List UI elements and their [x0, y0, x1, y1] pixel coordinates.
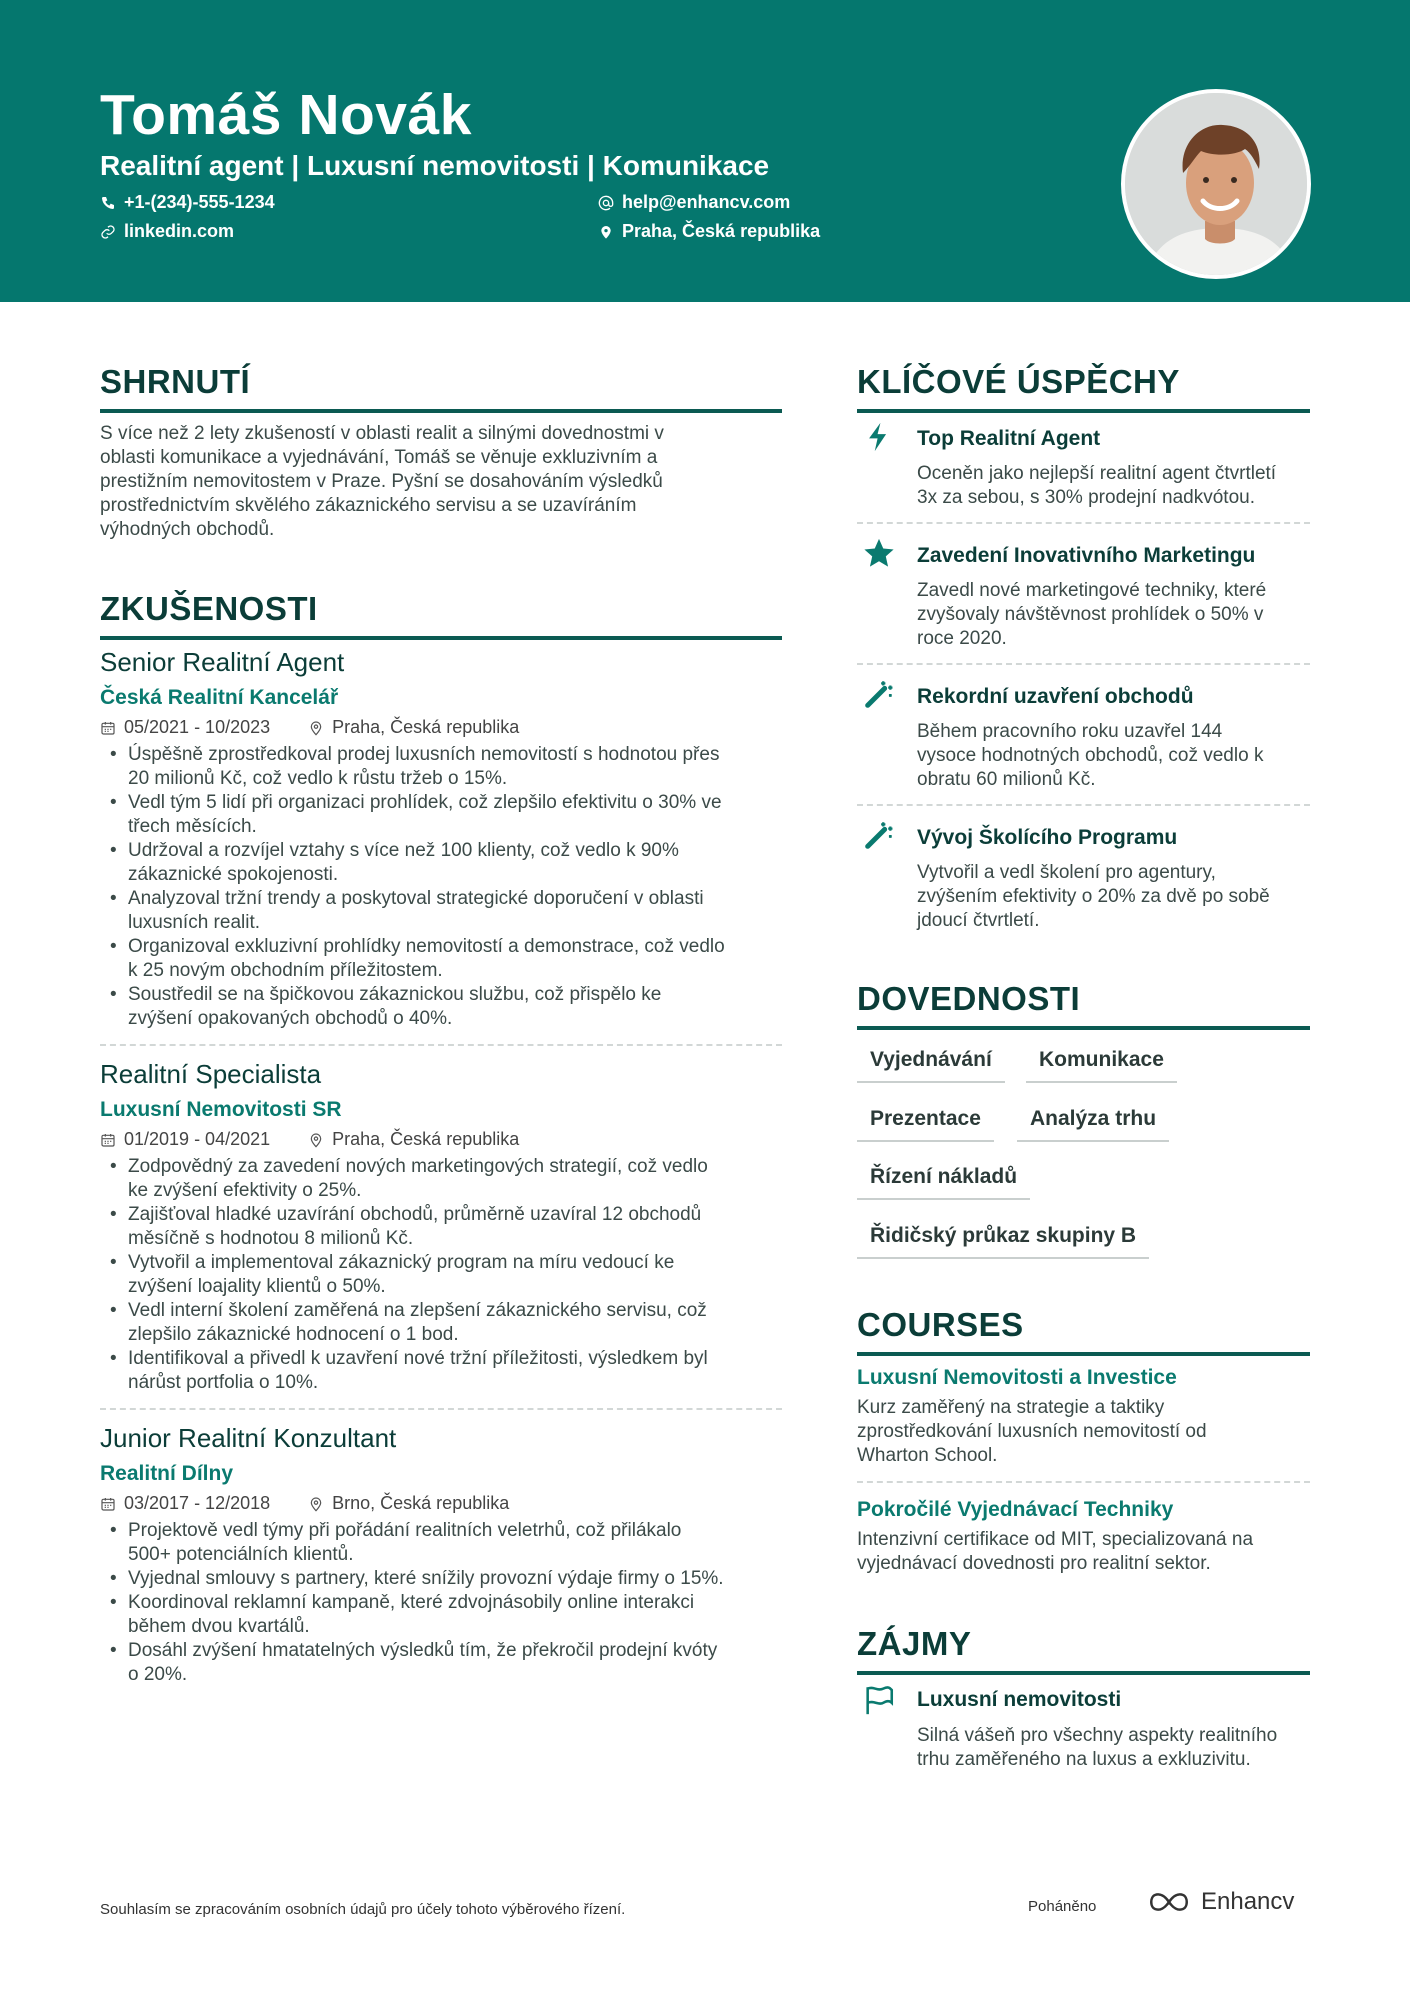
achievement-desc: Oceněn jako nejlepší realitní agent čtvrtletí 3x za sebou, s 30% prodejní nadkvótou. [917, 463, 1277, 508]
link-icon [100, 224, 116, 240]
summary-line: oblasti komunikace a vyjednávání, Tomáš se věnuje exkluzivním a [100, 447, 658, 468]
calendar-icon [100, 720, 116, 736]
job-title: Senior Realitní Agent [100, 647, 345, 677]
job-dates: 03/2017 - 12/2018 [124, 1493, 271, 1513]
divider [100, 1044, 782, 1046]
list-item: • Vyjednal smlouvy s partnery, které snížily provozní výdaje firmy o 15%. [100, 1567, 782, 1591]
list-item: • Organizoval exkluzivní prohlídky nemovitostí a demonstrace, což vedlo k 25 novým obchodním příležitostem. [100, 935, 782, 983]
magic-wand-icon [862, 677, 896, 711]
divider [857, 1481, 1310, 1483]
candidate-headline: Realitní agent | Luxusní nemovitosti | Komunikace [100, 150, 770, 181]
calendar-icon [100, 1496, 116, 1512]
skill-tag: Prezentace [857, 1107, 994, 1142]
job-company: Luxusní Nemovitosti SR [100, 1098, 342, 1121]
job-company: Realitní Dílny [100, 1462, 234, 1485]
contact-linkedin[interactable] [100, 221, 234, 242]
location-pin-icon [308, 1132, 324, 1148]
achievements-heading: KLÍČOVÉ ÚSPĚCHY [857, 363, 1310, 413]
summary-line: prostřednictvím skvělého zákaznického servisu a se uzavíráním [100, 495, 637, 516]
interest-desc: Silná vášeň pro všechny aspekty realitního trhu zaměřeného na luxus a exkluzivitu. [917, 1725, 1278, 1770]
achievement-title: Vývoj Školícího Programu [917, 826, 1178, 849]
contact-email-text: help@enhancv.com [622, 192, 791, 212]
phone-icon [100, 195, 116, 211]
list-item: • Zodpovědný za zavedení nových marketingových strategií, což vedlo ke zvýšení efektivity o 25%. [100, 1155, 782, 1203]
location-pin-icon [308, 720, 324, 736]
list-item: • Vedl tým 5 lidí při organizaci prohlídek, což zlepšilo efektivitu o 30% ve třech měsících. [100, 791, 782, 839]
summary-line: prestižním nemovitostem v Praze. Pyšní se dosahováním výsledků [100, 471, 663, 492]
resume-header [0, 0, 1410, 302]
job-location: Brno, Česká republika [332, 1493, 510, 1513]
candidate-name: Tomáš Novák [100, 83, 472, 147]
job-location: Praha, Česká republika [332, 717, 520, 737]
course-title: Luxusní Nemovitosti a Investice [857, 1366, 1177, 1389]
achievement-desc: Zavedl nové marketingové techniky, které zvyšovaly návštěvnost prohlídek o 50% v roce 2020. [917, 580, 1267, 649]
achievement-title: Zavedení Inovativního Marketingu [917, 544, 1256, 567]
skill-tag: Řízení nákladů [857, 1165, 1030, 1200]
contact-phone-text: +1-(234)-555-1234 [124, 192, 275, 212]
lightning-icon [862, 420, 896, 454]
list-item: • Identifikoval a přivedl k uzavření nové tržní příležitosti, výsledkem byl nárůst portfolia o 10%. [100, 1347, 782, 1395]
list-item: • Koordinoval reklamní kampaně, které zdvojnásobily online interakci během dvou kvartálů. [100, 1591, 782, 1639]
list-item: • Soustředil se na špičkovou zákaznickou službu, což přispělo ke zvýšení opakovaných obchodů o 40%. [100, 983, 782, 1031]
job-title: Junior Realitní Konzultant [100, 1423, 397, 1453]
summary-text [100, 422, 790, 542]
consent-note: Souhlasím se zpracováním osobních údajů pro účely tohoto výběrového řízení. [100, 1901, 626, 1918]
summary-line: S více než 2 lety zkušeností v oblasti realit a silnými dovednostmi v [100, 423, 664, 444]
brand-name: Enhancv [1201, 1888, 1295, 1915]
skills-heading: DOVEDNOSTI [857, 980, 1310, 1030]
job-dates: 05/2021 - 10/2023 [124, 717, 271, 737]
profile-photo [1121, 89, 1311, 279]
job-bullets [100, 743, 782, 1031]
powered-by-label: Poháněno [1028, 1898, 1097, 1915]
interests-heading: ZÁJMY [857, 1625, 1310, 1675]
interest-title: Luxusní nemovitosti [917, 1688, 1122, 1711]
job-dates: 01/2019 - 04/2021 [124, 1129, 271, 1149]
list-item: • Úspěšně zprostředkoval prodej luxusních nemovitostí s hodnotou přes 20 milionů Kč, což vedlo k růstu tržeb o 15%. [100, 743, 782, 791]
achievement-title: Top Realitní Agent [917, 427, 1101, 450]
skill-tag: Analýza trhu [1017, 1107, 1169, 1142]
summary-line: výhodných obchodů. [100, 519, 275, 540]
list-item: • Vedl interní školení zaměřená na zlepšení zákaznického servisu, což zlepšilo zákaznické hodnocení o 1 bod. [100, 1299, 782, 1347]
skill-tag: Řidičský průkaz skupiny B [857, 1224, 1149, 1259]
job-bullets [100, 1155, 782, 1395]
infinity-logo-icon [1147, 1890, 1191, 1914]
course-desc: Kurz zaměřený na strategie a taktiky zprostředkování luxusních nemovitostí od Wharton School. [857, 1397, 1207, 1466]
list-item: • Zajišťoval hladké uzavírání obchodů, průměrně uzavíral 12 obchodů měsíčně s hodnotou 8 milionů Kč. [100, 1203, 782, 1251]
job-bullets [100, 1519, 782, 1687]
flag-icon [862, 1683, 896, 1717]
course-desc: Intenzivní certifikace od MIT, specializovaná na vyjednávací dovednosti pro realitní sektor. [857, 1529, 1254, 1574]
summary-heading: SHRNUTÍ [100, 363, 782, 413]
divider [857, 804, 1310, 806]
skill-tag: Vyjednávání [857, 1048, 1005, 1083]
magic-wand-icon [862, 818, 896, 852]
at-icon [598, 195, 614, 211]
contact-phone[interactable] [100, 192, 275, 213]
courses-heading: COURSES [857, 1306, 1310, 1356]
list-item: • Udržoval a rozvíjel vztahy s více než 100 klienty, což vedlo k 90% zákaznické spokojenosti. [100, 839, 782, 887]
list-item: • Dosáhl zvýšení hmatatelných výsledků tím, že překročil prodejní kvóty o 20%. [100, 1639, 782, 1687]
list-item: • Vytvořil a implementoval zákaznický program na míru vedoucí ke zvýšení loajality klientů o 50%. [100, 1251, 782, 1299]
avatar [1125, 93, 1311, 279]
skill-tag: Komunikace [1026, 1048, 1177, 1083]
enhancv-logo[interactable] [1147, 1888, 1294, 1916]
achievement-desc: Vytvořil a vedl školení pro agentury, zvýšením efektivity o 20% za dvě po sobě jdoucí čtvrtletí. [917, 862, 1270, 931]
contact-location [598, 221, 820, 242]
calendar-icon [100, 1132, 116, 1148]
job-company: Česká Realitní Kancelář [100, 686, 339, 709]
divider [857, 522, 1310, 524]
job-title: Realitní Specialista [100, 1059, 322, 1089]
list-item: • Analyzoval tržní trendy a poskytoval strategické doporučení v oblasti luxusních realit. [100, 887, 782, 935]
star-icon [862, 536, 896, 570]
contact-email[interactable] [598, 192, 790, 213]
divider [857, 663, 1310, 665]
list-item: • Projektově vedl týmy při pořádání realitních veletrhů, což přilákalo 500+ potenciálních klientů. [100, 1519, 782, 1567]
job-meta [100, 717, 519, 738]
divider [100, 1408, 782, 1410]
job-meta [100, 1129, 519, 1150]
job-meta [100, 1493, 509, 1514]
contact-linkedin-text: linkedin.com [124, 221, 235, 241]
experience-heading: ZKUŠENOSTI [100, 590, 782, 640]
location-pin-icon [598, 224, 614, 240]
achievement-title: Rekordní uzavření obchodů [917, 685, 1194, 708]
contact-location-text: Praha, Česká republika [622, 221, 821, 241]
location-pin-icon [308, 1496, 324, 1512]
course-title: Pokročilé Vyjednávací Techniky [857, 1498, 1174, 1521]
job-location: Praha, Česká republika [332, 1129, 520, 1149]
achievement-desc: Během pracovního roku uzavřel 144 vysoce hodnotných obchodů, což vedlo k obratu 60 milionů Kč. [917, 721, 1264, 790]
